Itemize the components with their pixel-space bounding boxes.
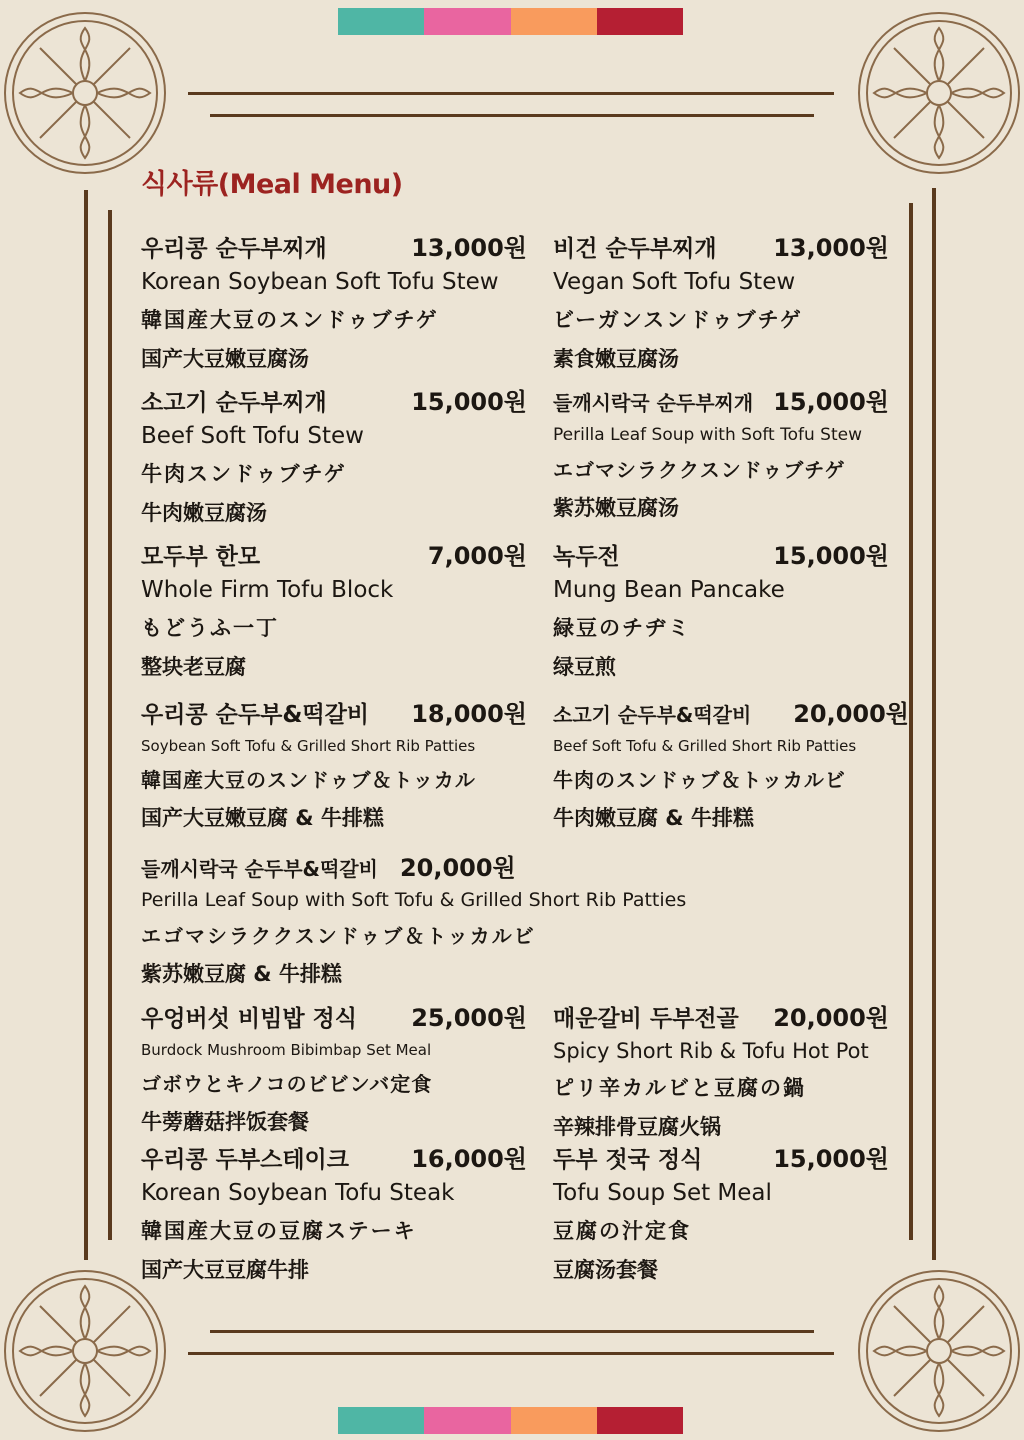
stripe-pink — [424, 8, 510, 35]
item-name-en: Vegan Soft Tofu Stew — [553, 269, 796, 295]
item-name-ko: 들깨시락국 순두부찌개 — [553, 391, 754, 415]
item-name-en: Beef Soft Tofu Stew — [141, 423, 364, 449]
item-price: 18,000원 — [411, 700, 527, 728]
item-name-ja: エゴマシラククスンドゥブチゲ — [553, 458, 846, 482]
item-name-ko: 비건 순두부찌개 — [553, 236, 717, 262]
frame-line-right-outer — [932, 188, 936, 1260]
item-name-ja: ビーガンスンドゥブチゲ — [553, 308, 803, 332]
item-name-en: Beef Soft Tofu & Grilled Short Rib Patties — [553, 737, 857, 755]
item-name-ja: 牛肉のスンドゥブ＆トッカルビ — [553, 768, 846, 792]
menu-item — [141, 1139, 527, 1284]
item-name-zh: 豆腐汤套餐 — [553, 1258, 658, 1282]
item-name-ko: 소고기 순두부찌개 — [141, 390, 327, 416]
item-name-ja: もどうふ一丁 — [141, 616, 279, 640]
item-price: 16,000원 — [411, 1145, 527, 1173]
item-price: 15,000원 — [773, 388, 889, 416]
item-name-en: Perilla Leaf Soup with Soft Tofu Stew — [553, 425, 862, 445]
item-name-zh: 辛辣排骨豆腐火锅 — [553, 1115, 721, 1139]
menu-title: 식사류(Meal Menu) — [141, 169, 403, 200]
color-stripe-bottom — [338, 1407, 683, 1434]
item-name-en: Mung Bean Pancake — [553, 577, 785, 603]
item-price: 15,000원 — [773, 542, 889, 570]
item-name-zh: 牛肉嫩豆腐汤 — [141, 501, 267, 525]
menu-item — [553, 536, 889, 681]
menu-item — [141, 998, 527, 1136]
item-name-en: Whole Firm Tofu Block — [141, 577, 394, 603]
menu-item — [141, 694, 527, 832]
item-name-ja: エゴマシラククスンドゥブ＆トッカルビ — [141, 924, 536, 948]
stripe-orange — [511, 8, 597, 35]
corner-ornament-icon — [0, 1266, 170, 1436]
corner-ornament-icon — [854, 1266, 1024, 1436]
frame-line-bottom-outer — [188, 1352, 834, 1355]
menu-item — [553, 694, 909, 832]
item-name-ko: 매운갈비 두부전골 — [553, 1006, 739, 1032]
color-stripe-top — [338, 8, 683, 35]
item-name-en: Korean Soybean Soft Tofu Stew — [141, 269, 499, 295]
item-name-ja: ピリ辛カルビと豆腐の鍋 — [553, 1076, 806, 1100]
item-name-zh: 牛蒡蘑菇拌饭套餐 — [141, 1110, 309, 1134]
menu-item — [553, 228, 889, 373]
item-name-ko: 우리콩 두부스테이크 — [141, 1147, 349, 1173]
item-name-ja: ゴボウとキノコのビビンバ定食 — [141, 1072, 433, 1096]
frame-line-left-inner — [108, 210, 112, 1240]
item-name-zh: 紫苏嫩豆腐 & 牛排糕 — [141, 962, 342, 986]
item-name-ja: 牛肉スンドゥブチゲ — [141, 462, 347, 486]
item-name-ja: 豆腐の汁定食 — [553, 1219, 691, 1243]
item-name-zh: 紫苏嫩豆腐汤 — [553, 496, 679, 520]
item-name-ja: 緑豆のチヂミ — [553, 616, 691, 640]
item-name-en: Perilla Leaf Soup with Soft Tofu & Grilled Short Rib Patties — [141, 889, 687, 911]
item-price: 15,000원 — [773, 1145, 889, 1173]
item-price: 25,000원 — [411, 1004, 527, 1032]
stripe-teal — [338, 1407, 424, 1434]
item-price: 13,000원 — [773, 234, 889, 262]
item-name-en: Soybean Soft Tofu & Grilled Short Rib Patties — [141, 737, 476, 755]
item-name-en: Spicy Short Rib & Tofu Hot Pot — [553, 1039, 869, 1063]
item-price: 20,000원 — [399, 854, 516, 882]
item-name-en: Burdock Mushroom Bibimbap Set Meal — [141, 1041, 432, 1059]
item-name-en: Korean Soybean Tofu Steak — [141, 1180, 455, 1206]
frame-line-right-inner — [909, 203, 913, 1240]
item-name-ko: 우리콩 순두부찌개 — [141, 236, 327, 262]
item-name-en: Tofu Soup Set Meal — [553, 1180, 772, 1206]
frame-line-left-outer — [84, 190, 88, 1260]
menu-item — [141, 382, 527, 527]
frame-line-top-inner — [210, 114, 814, 117]
corner-ornament-icon — [854, 8, 1024, 178]
item-price: 7,000원 — [427, 542, 527, 570]
item-name-zh: 牛肉嫩豆腐 & 牛排糕 — [553, 806, 754, 830]
menu-item — [141, 848, 901, 988]
item-name-ko: 두부 젓국 정식 — [553, 1147, 703, 1173]
item-name-ko: 들깨시락국 순두부&떡갈비 — [141, 857, 378, 881]
item-name-zh: 国产大豆嫩豆腐汤 — [141, 347, 309, 371]
menu-item — [141, 228, 527, 373]
menu-item — [553, 382, 889, 522]
menu-item — [141, 536, 527, 681]
frame-line-top-outer — [188, 92, 834, 95]
item-name-ko: 우리콩 순두부&떡갈비 — [141, 702, 370, 728]
item-name-zh: 整块老豆腐 — [141, 655, 246, 679]
item-name-ja: 韓国産大豆のスンドゥブ＆トッカル — [141, 768, 476, 792]
item-name-ja: 韓国産大豆の豆腐ステーキ — [141, 1219, 417, 1243]
item-price: 15,000원 — [411, 388, 527, 416]
stripe-pink — [424, 1407, 510, 1434]
item-price: 20,000원 — [773, 1004, 889, 1032]
item-name-zh: 绿豆煎 — [553, 655, 616, 679]
item-name-zh: 素食嫩豆腐汤 — [553, 347, 679, 371]
corner-ornament-icon — [0, 8, 170, 178]
stripe-red — [597, 8, 683, 35]
stripe-red — [597, 1407, 683, 1434]
item-price: 20,000원 — [793, 700, 909, 728]
item-name-zh: 国产大豆嫩豆腐 & 牛排糕 — [141, 806, 384, 830]
item-name-ja: 韓国産大豆のスンドゥブチゲ — [141, 308, 439, 332]
item-name-ko: 녹두전 — [553, 544, 620, 570]
menu-item — [553, 998, 889, 1141]
item-name-zh: 国产大豆豆腐牛排 — [141, 1258, 309, 1282]
frame-line-bottom-inner — [210, 1330, 814, 1333]
item-price: 13,000원 — [411, 234, 527, 262]
item-name-ko: 모두부 한모 — [141, 544, 261, 570]
stripe-teal — [338, 8, 424, 35]
stripe-orange — [511, 1407, 597, 1434]
menu-item — [553, 1139, 889, 1284]
item-name-ko: 소고기 순두부&떡갈비 — [553, 703, 752, 727]
item-name-ko: 우엉버섯 비빔밥 정식 — [141, 1006, 357, 1032]
